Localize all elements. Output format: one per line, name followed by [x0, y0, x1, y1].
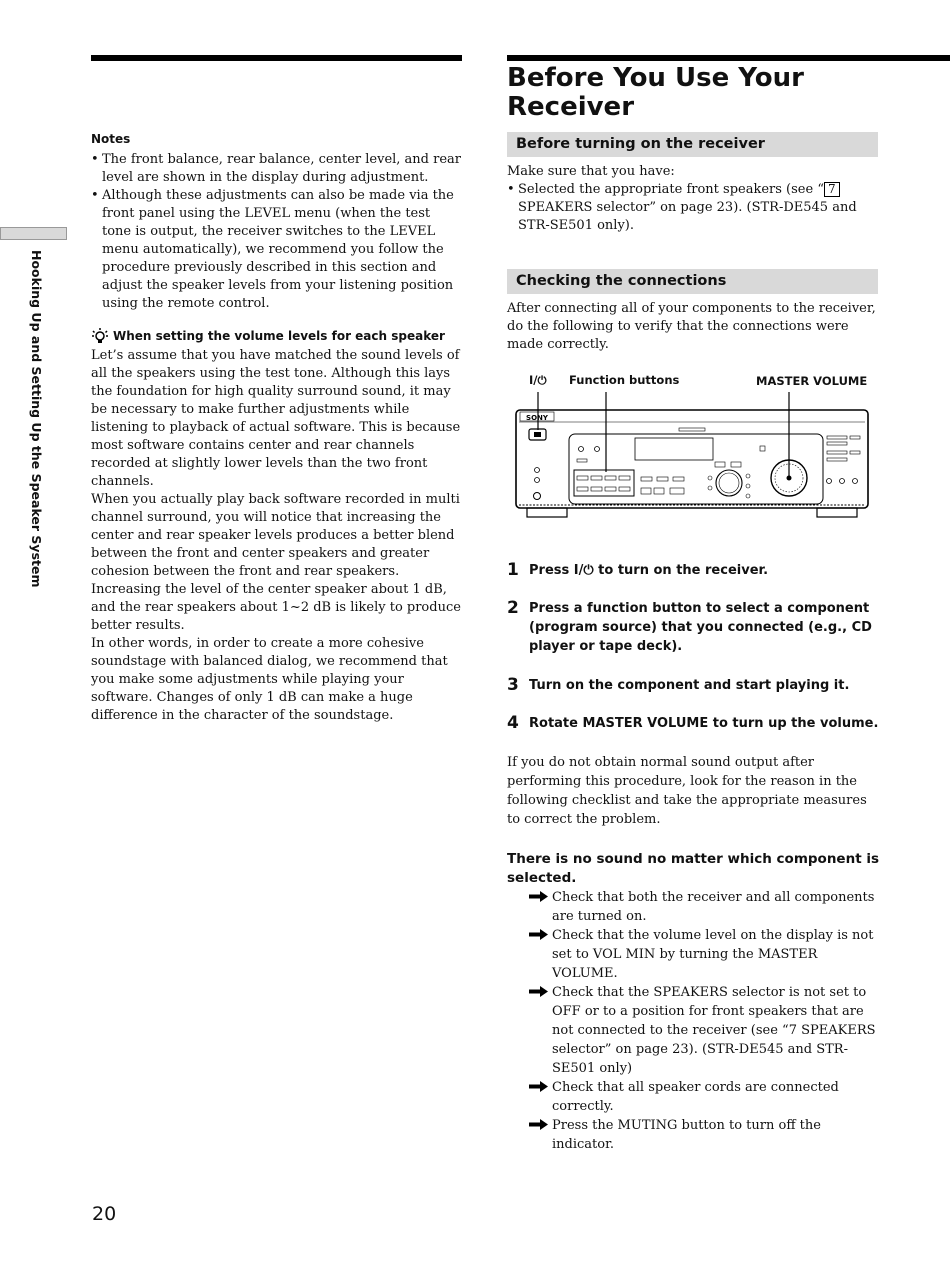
step-text: Turn on the component and start playing it. — [529, 678, 850, 693]
section-before-turning-on — [507, 163, 879, 235]
right-column-rule — [507, 55, 950, 61]
step-item — [507, 676, 879, 695]
section-intro: After connecting all of your components to the receiver, do the following to verify that the connections were made correctly. — [507, 301, 876, 352]
page-number: 20 — [92, 1203, 117, 1225]
side-tab-marker — [0, 227, 67, 240]
note-item: • The front balance, rear balance, center level, and rear level are shown in the display during adjustment. — [91, 152, 462, 185]
section-checking-connections — [507, 300, 879, 354]
step-number: 4 — [507, 713, 519, 733]
label-master-volume: MASTER VOLUME — [756, 374, 868, 388]
step-text: Rotate MASTER VOLUME to turn up the volume. — [529, 716, 879, 731]
receiver-illustration — [507, 370, 877, 535]
page-title: Before You Use Your Receiver — [507, 63, 804, 122]
tip-title: When setting the volume levels for each speaker — [113, 329, 445, 343]
step-number: 3 — [507, 675, 519, 695]
tip-paragraph: Let’s assume that you have matched the sound levels of all the speakers using the test tone. Although this lays the foundation for high quality surround sound, it may be necessary to make further adjustments while listening to playback of actual software. This is because most software contains center and rear channels recorded at slightly lower levels than the two front channels. — [91, 348, 461, 489]
arrow-right-icon — [529, 1081, 548, 1092]
after-steps-paragraph: If you do not obtain normal sound output after performing this procedure, look for the reason in the following checklist and take the appropriate measures to correct the problem. — [507, 755, 867, 827]
step-item — [507, 714, 879, 733]
step-text: Press a function button to select a component (program source) that you connected (e.g., CD player or tape deck). — [529, 601, 872, 654]
label-power: I/⏻ — [529, 373, 547, 387]
brand-logo: SONY — [526, 414, 548, 422]
tip-paragraph: In other words, in order to create a more cohesive soundstage with balanced dialog, we recommend that you make some adjustments while playing your software. Changes of only 1 dB can make a huge difference in the character of the soundstage. — [91, 636, 448, 723]
check-item: Check that all speaker cords are connected correctly. — [529, 1078, 879, 1116]
left-column-rule — [91, 55, 462, 61]
step-number: 1 — [507, 560, 519, 580]
tip-heading — [91, 327, 461, 345]
section-heading-checking-connections: Checking the connections — [507, 269, 878, 294]
prerequisite-item: • Selected the appropriate front speakers (see “ 7 SPEAKERS selector” on page 23). (STR-DE545 and STR-SE501 only). — [507, 182, 857, 233]
side-tab-label: Hooking Up and Setting Up the Speaker System — [29, 250, 44, 588]
arrow-right-icon — [529, 1119, 548, 1130]
step-text: Press I/⏻ to turn on the receiver. — [529, 563, 769, 578]
step-item — [507, 599, 879, 656]
arrow-right-icon — [529, 929, 548, 940]
reference-number-box: 7 — [824, 182, 840, 197]
arrow-right-icon — [529, 891, 548, 902]
prerequisite-list — [507, 181, 879, 235]
step-item — [507, 561, 879, 580]
troubleshooting-heading: There is no sound no matter which component is selected. — [507, 851, 880, 886]
check-item: Check that both the receiver and all components are turned on. — [529, 888, 879, 926]
section-intro: Make sure that you have: — [507, 164, 675, 179]
notes-list — [91, 151, 461, 313]
label-function-buttons: Function buttons — [569, 373, 680, 387]
check-item: Check that the SPEAKERS selector is not set to OFF or to a position for front speakers that are not connected to the receiver (see “7 SPEAKERS selector” on page 23). (STR-DE545 and STR-SE501 only) — [529, 983, 879, 1078]
check-item: Press the MUTING button to turn off the indicator. — [529, 1116, 879, 1154]
side-tab — [26, 250, 46, 610]
troubleshooting-checklist — [529, 888, 879, 1154]
lightbulb-icon — [91, 327, 109, 345]
arrow-right-icon — [529, 986, 548, 997]
step-number: 2 — [507, 598, 519, 618]
check-item: Check that the volume level on the display is not set to VOL MIN by turning the MASTER VOLUME. — [529, 926, 879, 983]
receiver-front-panel-diagram — [507, 370, 877, 535]
left-column — [91, 130, 461, 725]
notes-title: Notes — [91, 132, 131, 146]
note-item: • Although these adjustments can also be made via the front panel using the LEVEL menu (when the test tone is output, the receiver switches to the LEVEL menu automatically), we recommend you follow the procedure previously described in this section and adjust the speaker levels from your listening position using the remote control. — [91, 188, 454, 311]
tip-paragraph: When you actually play back software recorded in multi channel surround, you will notice that increasing the center and rear speaker levels produces a better blend between the front and center speakers and greater cohesion between the front and rear speakers. Increasing the level of the center speaker about 1 dB, and the rear speakers about 1~2 dB is likely to produce better results. — [91, 492, 461, 633]
section-heading-before-turning-on: Before turning on the receiver — [507, 132, 878, 157]
